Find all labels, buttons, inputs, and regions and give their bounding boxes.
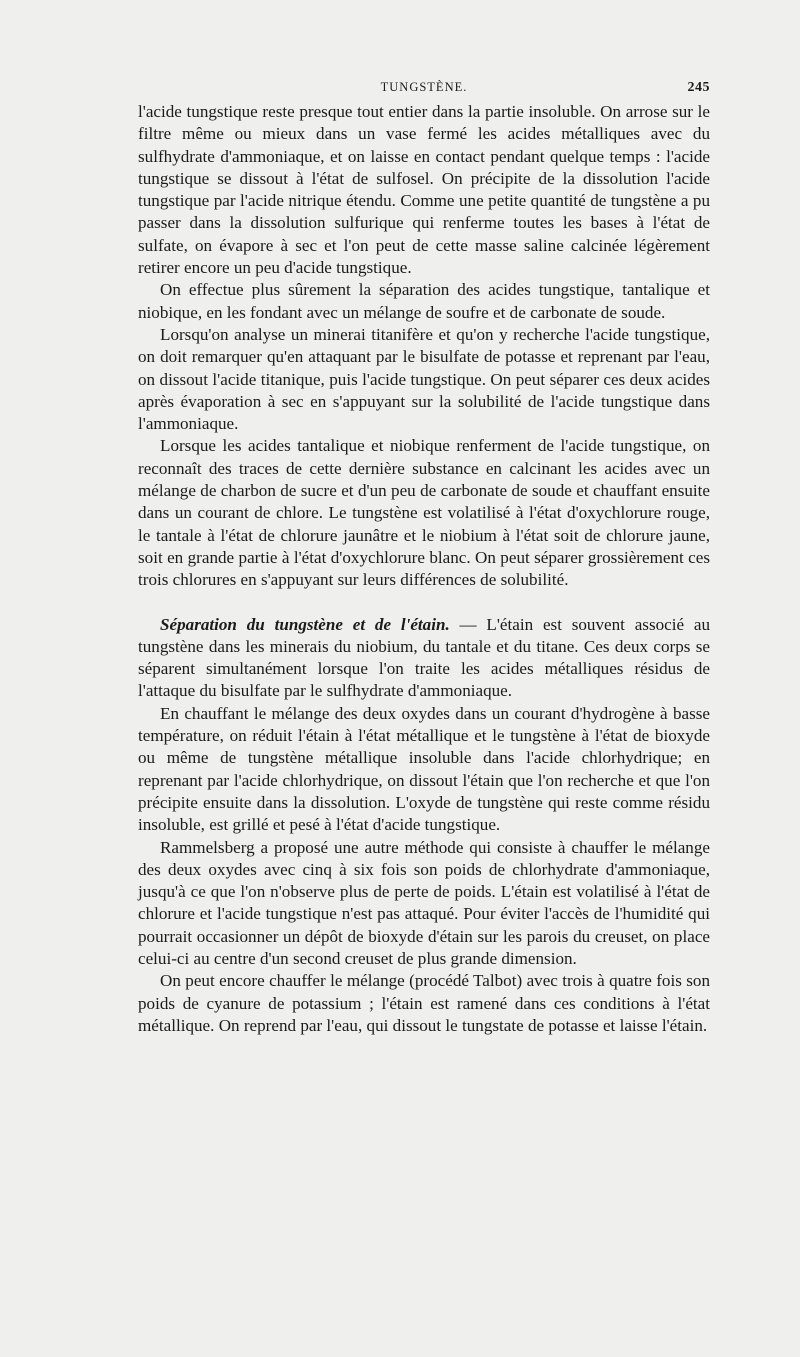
page-number: 245 [687, 80, 710, 95]
running-title: TUNGSTÈNE. [380, 80, 468, 94]
paragraph: En chauffant le mélange des deux oxydes dans un courant d'hydrogène à basse température, on réduit l'étain à l'état métallique et le tungstène à l'état de bioxyde ou même de tungstène métallique insoluble dans l'acide chlorhydrique; en reprenant par l'acide chlorhydrique, on dissout l'étain que l'on recherche et que l'on précipite ensuite dans la dissolution. L'oxyde de tungstène qui reste comme résidu insoluble, est grillé et pesé à l'état d'acide tungstique. [138, 703, 710, 835]
section-lead-text: — L'étain est souvent associé au tungstène dans les minerais du niobium, du tantale et du titane. Ces deux corps se séparent simultanément lorsque l'on traite les acides métalliques résidus de l'attaque du bisulfate par le sulfhydrate d'ammoniaque. [138, 614, 710, 701]
paragraph: On peut encore chauffer le mélange (procédé Talbot) avec trois à quatre fois son poids de cyanure de potassium ; l'étain est ramené dans ces conditions à l'état métallique. On reprend par l'eau, qui dissout le tungstate de potasse et laisse l'étain. [138, 971, 710, 1035]
paragraph: Rammelsberg a proposé une autre méthode qui consiste à chauffer le mélange des deux oxydes avec cinq à six fois son poids de chlorhydrate d'ammoniaque, jusqu'à ce que l'on n'observe plus de perte de poids. L'étain est volatilisé à l'état de chlorure et l'acide tungstique n'est pas attaqué. Pour éviter l'accès de l'humidité qui pourrait occasionner un dépôt de bioxyde d'étain sur les parois du creuset, on place celui-ci au centre d'un second creuset de plus grande dimension. [138, 837, 710, 968]
paragraph: On effectue plus sûrement la séparation des acides tungstique, tantalique et niobique, en les fondant avec un mélange de soufre et de carbonate de soude. [138, 280, 710, 322]
section-intro-paragraph [138, 614, 710, 703]
running-head [138, 80, 710, 102]
paragraph: Lorsqu'on analyse un minerai titanifère et qu'on y recherche l'acide tungstique, on doit remarquer qu'en attaquant par le bisulfate de potasse et reprenant par l'eau, on dissout l'acide titanique, puis l'acide tungstique. On peut séparer ces deux acides après évaporation à sec en s'appuyant sur la solubilité de l'acide tungstique dans l'ammoniaque. [138, 324, 710, 434]
paragraph: Lorsque les acides tantalique et niobique renferment de l'acide tungstique, on reconnaît des traces de cette dernière substance en calcinant les acides avec un mélange de charbon de sucre et d'un peu de carbonate de soude et chauffant ensuite dans un courant de chlore. Le tungstène est volatilisé à l'état d'oxychlorure rouge, le tantale à l'état de chlorure jaunâtre et le niobium à l'état soit de chlorure jaune, soit en grande partie à l'état d'oxychlorure blanc. On peut séparer grossièrement ces trois chlorures en s'appuyant sur leurs différences de solubilité. [138, 436, 710, 590]
paragraph: l'acide tungstique reste presque tout entier dans la partie insoluble. On arrose sur le filtre même ou mieux dans un vase fermé les acides métalliques avec du sulfhydrate d'ammoniaque, et on laisse en contact pendant quelque temps : l'acide tungstique se dissout à l'état de sulfosel. On précipite de la dissolution l'acide tungstique par l'acide nitrique étendu. Comme une petite quantité de tungstène a pu passer dans la dissolution sulfurique qui renferme toutes les bases à l'état de sulfate, on évapore à sec et l'on peut de cette masse saline calcinée légèrement retirer encore un peu d'acide tungstique. [138, 102, 710, 278]
body-text [138, 101, 710, 1037]
section-heading: Séparation du tungstène et de l'étain. [160, 614, 450, 634]
